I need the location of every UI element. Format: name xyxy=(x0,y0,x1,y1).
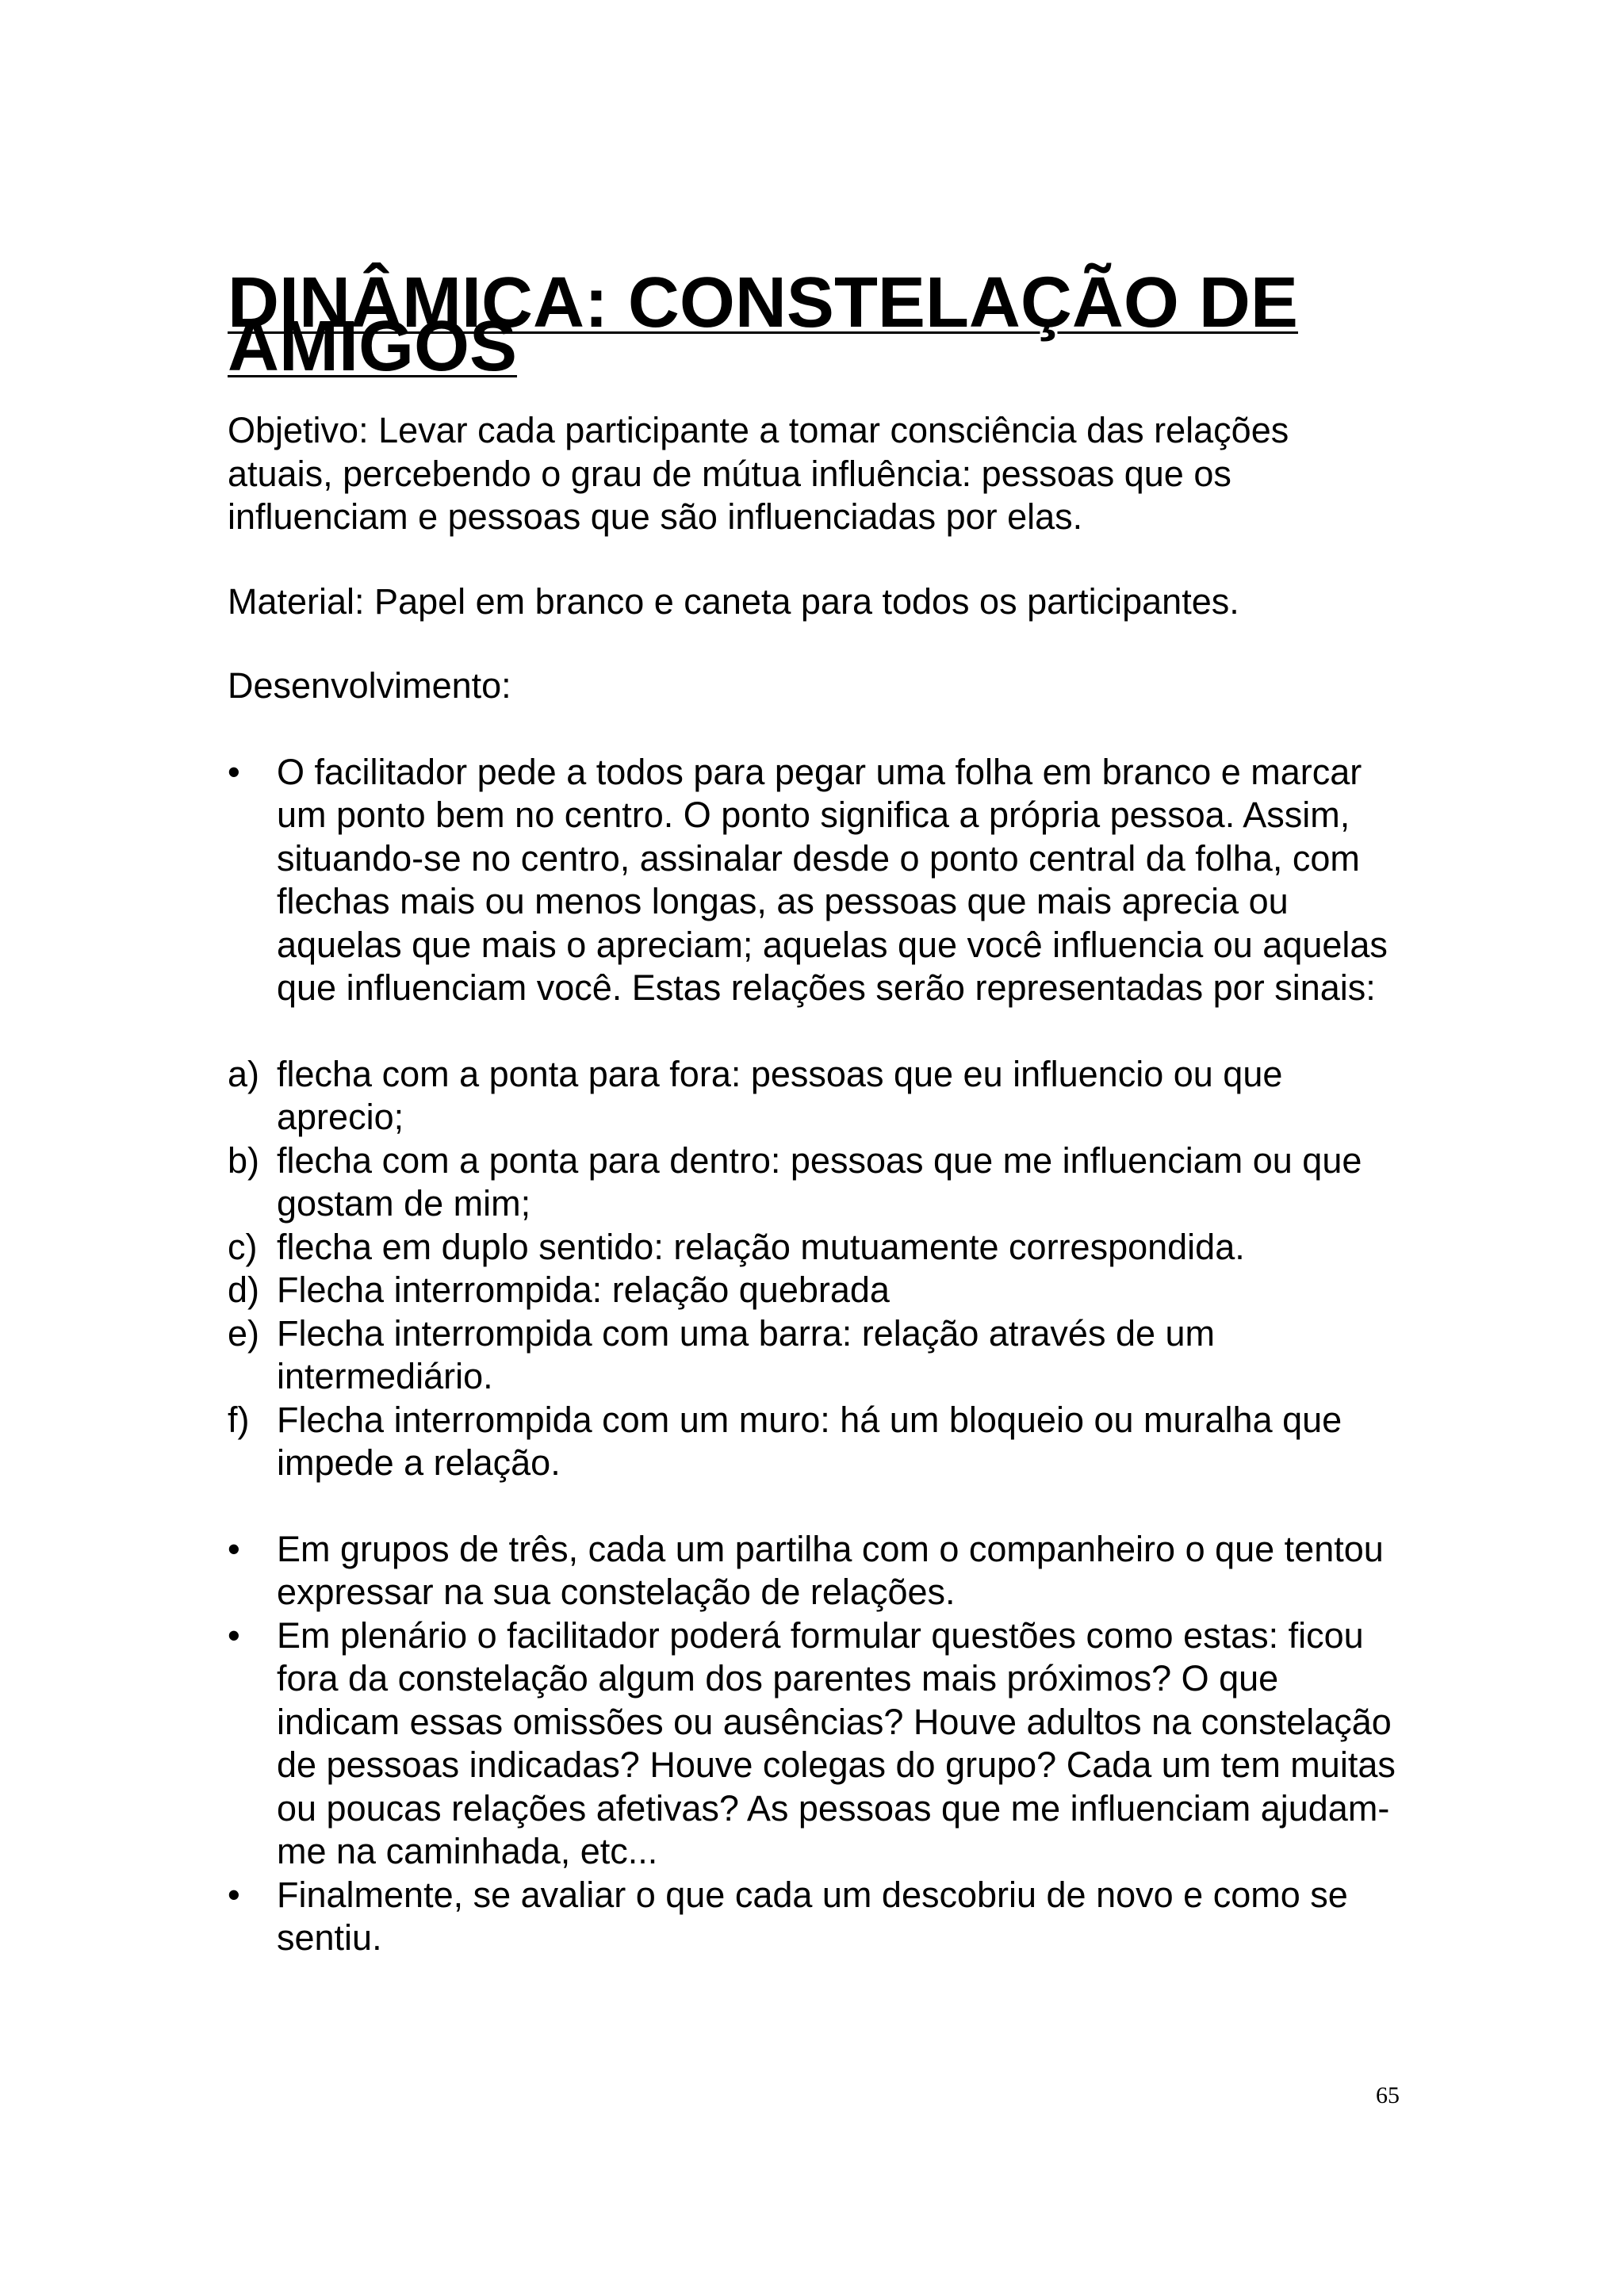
list-item-text: Em grupos de três, cada um partilha com o companheiro o que tentou expressar na sua constelação de relações. xyxy=(277,1528,1384,1612)
signs-list xyxy=(228,1053,1401,1485)
list-item xyxy=(228,1226,1401,1270)
bullet-icon: • xyxy=(228,1614,240,1656)
list-marker: e) xyxy=(228,1312,260,1354)
list-marker: b) xyxy=(228,1139,260,1181)
list-item-text: Flecha interrompida: relação quebrada xyxy=(277,1270,890,1310)
bullet-icon: • xyxy=(228,751,240,792)
material-paragraph: Material: Papel em branco e caneta para todos os participantes. xyxy=(228,580,1239,622)
intro-bullet-list xyxy=(228,751,1401,1010)
list-item xyxy=(228,751,1401,1010)
list-item xyxy=(228,1614,1401,1874)
page-number: 65 xyxy=(1376,2082,1400,2108)
closing-bullet-list xyxy=(228,1528,1401,1960)
list-item xyxy=(228,1528,1401,1614)
list-item-text: Flecha interrompida com uma barra: relação através de um intermediário. xyxy=(277,1312,1216,1396)
document-body xyxy=(228,263,1401,1960)
list-item-text: Finalmente, se avaliar o que cada um descobriu de novo e como se sentiu. xyxy=(277,1874,1348,1958)
list-item-text: Flecha interrompida com um muro: há um bloqueio ou muralha que impede a relação. xyxy=(277,1399,1342,1483)
list-item xyxy=(228,1053,1401,1139)
development-label: Desenvolvimento: xyxy=(228,665,511,706)
list-marker: d) xyxy=(228,1270,260,1310)
list-item-text: Em plenário o facilitador poderá formular questões como estas: ficou fora da constelação algum dos parentes mais próximos? O que indicam essas omissões ou ausências? Houve adultos na constelação de pessoas indicadas? Houve colegas do grupo? Cada um tem muitas ou poucas relações afetivas? As pessoas que me influenciam ajudam-me na caminhada, etc... xyxy=(277,1614,1396,1871)
list-item-text: flecha com a ponta para dentro: pessoas que me influenciam ou que gostam de mim; xyxy=(277,1139,1362,1224)
list-item-text: flecha em duplo sentido: relação mutuamente correspondida. xyxy=(277,1226,1245,1267)
list-item-text: flecha com a ponta para fora: pessoas que eu influencio ou que aprecio; xyxy=(277,1053,1283,1137)
page-title: DINÂMICA: CONSTELAÇÃO DE AMIGOS xyxy=(228,263,1298,386)
list-item xyxy=(228,1269,1401,1312)
list-marker: f) xyxy=(228,1399,250,1440)
bullet-icon: • xyxy=(228,1874,240,1915)
list-marker: a) xyxy=(228,1053,260,1094)
list-marker: c) xyxy=(228,1226,258,1267)
list-item xyxy=(228,1874,1401,1960)
list-item xyxy=(228,1399,1401,1485)
intro-bullet-text: O facilitador pede a todos para pegar uma folha em branco e marcar um ponto bem no centro. O ponto significa a própria pessoa. Assim, situando-se no centro, assinalar desde o ponto central da folha, com flechas mais ou menos longas, as pessoas que mais aprecia ou aquelas que mais o apreciam; aquelas que você influencia ou aquelas que influenciam você. Estas relações serão representadas por sinais: xyxy=(277,751,1388,1008)
list-item xyxy=(228,1312,1401,1399)
objective-paragraph: Objetivo: Levar cada participante a tomar consciência das relações atuais, percebendo o grau de mútua influência: pessoas que os influenciam e pessoas que são influenciadas por elas. xyxy=(228,410,1289,537)
bullet-icon: • xyxy=(228,1528,240,1569)
list-item xyxy=(228,1139,1401,1226)
